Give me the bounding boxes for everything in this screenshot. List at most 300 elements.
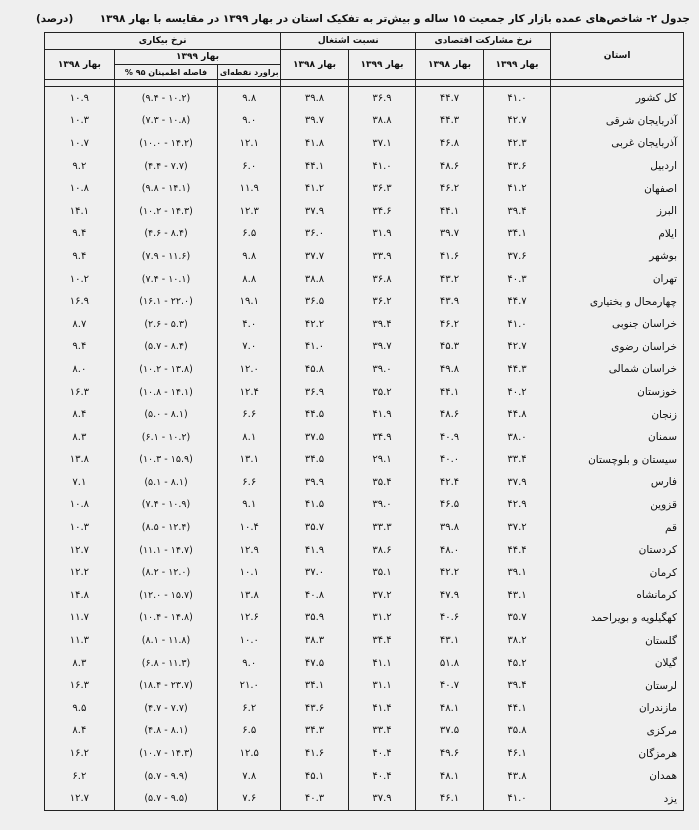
table-row [45, 607, 684, 630]
cell-unemployment-1398: ۹.۵ [45, 697, 115, 720]
cell-participation-1398: ۴۸.۰ [416, 539, 484, 562]
cell-unemployment-1398: ۱۴.۱ [45, 200, 115, 223]
cell-province: سمنان [551, 426, 684, 449]
cell-unemployment-1399: ۲۱.۰ [218, 674, 281, 697]
cell-employment-1399: ۲۹.۱ [348, 449, 416, 472]
cell-unemployment-1398: ۸.۴ [45, 720, 115, 743]
cell-unemployment-1398: ۱۰.۷ [45, 132, 115, 155]
cell-employment-1398: ۳۵.۹ [281, 607, 349, 630]
cell-unemployment-1398: ۸.۴ [45, 403, 115, 426]
cell-employment-1399: ۳۴.۶ [348, 200, 416, 223]
cell-confidence-interval: (۱۵.۷ - ۱۲.۰) [114, 584, 218, 607]
cell-unemployment-1399: ۱۰.۴ [218, 516, 281, 539]
cell-unemployment-1399: ۸.۸ [218, 268, 281, 291]
cell-participation-1398: ۳۷.۵ [416, 720, 484, 743]
table-row [45, 494, 684, 517]
header-emp-1398: بهار ۱۳۹۸ [281, 50, 349, 80]
cell-confidence-interval: (۱۴.۷ - ۱۱.۱) [114, 539, 218, 562]
cell-participation-1399: ۴۱.۰ [483, 787, 551, 810]
cell-unemployment-1398: ۱۳.۸ [45, 449, 115, 472]
cell-unemployment-1398: ۸.۳ [45, 426, 115, 449]
cell-province: چهارمحال و بختیاری [551, 290, 684, 313]
header-gap-row [45, 80, 684, 87]
cell-unemployment-1398: ۶.۲ [45, 765, 115, 788]
cell-employment-1399: ۳۶.۳ [348, 177, 416, 200]
cell-confidence-interval: (۱۵.۹ - ۱۰.۳) [114, 449, 218, 472]
cell-participation-1399: ۴۱.۰ [483, 313, 551, 336]
cell-participation-1398: ۳۹.۷ [416, 223, 484, 246]
cell-province: خراسان شمالی [551, 358, 684, 381]
header-unemp-1399: بهار ۱۳۹۹ [114, 50, 281, 65]
cell-confidence-interval: (۲۲.۰ - ۱۶.۱) [114, 290, 218, 313]
cell-participation-1398: ۴۴.۱ [416, 381, 484, 404]
cell-confidence-interval: (۱۰.۲ - ۶.۱) [114, 426, 218, 449]
cell-employment-1399: ۳۸.۶ [348, 539, 416, 562]
cell-unemployment-1399: ۹.۰ [218, 110, 281, 133]
cell-participation-1399: ۴۳.۸ [483, 765, 551, 788]
cell-participation-1398: ۵۱.۸ [416, 652, 484, 675]
cell-participation-1399: ۴۲.۹ [483, 494, 551, 517]
cell-unemployment-1399: ۱۲.۳ [218, 200, 281, 223]
cell-employment-1399: ۳۷.۹ [348, 787, 416, 810]
cell-employment-1398: ۳۷.۷ [281, 245, 349, 268]
cell-confidence-interval: (۵.۳ - ۲.۶) [114, 313, 218, 336]
cell-confidence-interval: (۱۰.۱ - ۷.۴) [114, 268, 218, 291]
cell-employment-1399: ۴۱.۹ [348, 403, 416, 426]
cell-participation-1398: ۴۳.۹ [416, 290, 484, 313]
cell-province: اردبیل [551, 155, 684, 178]
cell-participation-1398: ۴۶.۲ [416, 313, 484, 336]
cell-province: تهران [551, 268, 684, 291]
cell-employment-1398: ۳۴.۵ [281, 449, 349, 472]
cell-employment-1399: ۴۰.۴ [348, 742, 416, 765]
cell-province: قزوین [551, 494, 684, 517]
cell-confidence-interval: (۱۰.۹ - ۷.۴) [114, 494, 218, 517]
cell-unemployment-1398: ۱۰.۸ [45, 494, 115, 517]
cell-unemployment-1398: ۱۰.۲ [45, 268, 115, 291]
table-row [45, 200, 684, 223]
header-confidence-interval: فاصله اطمینان ۹۵ % [114, 65, 218, 80]
cell-unemployment-1398: ۱۰.۳ [45, 110, 115, 133]
cell-unemployment-1398: ۱۲.۲ [45, 561, 115, 584]
table-row [45, 110, 684, 133]
table-row [45, 584, 684, 607]
cell-participation-1398: ۴۲.۴ [416, 471, 484, 494]
cell-province: کل کشور [551, 87, 684, 110]
cell-unemployment-1399: ۱۱.۹ [218, 177, 281, 200]
unit-label: (درصد) [36, 13, 74, 25]
cell-participation-1399: ۳۳.۴ [483, 449, 551, 472]
cell-confidence-interval: (۸.۱ - ۵.۰) [114, 403, 218, 426]
cell-participation-1398: ۴۸.۶ [416, 155, 484, 178]
cell-unemployment-1398: ۱۶.۹ [45, 290, 115, 313]
cell-participation-1399: ۳۹.۱ [483, 561, 551, 584]
cell-participation-1398: ۴۴.۳ [416, 110, 484, 133]
cell-participation-1398: ۴۴.۷ [416, 87, 484, 110]
cell-participation-1399: ۴۴.۷ [483, 290, 551, 313]
cell-unemployment-1399: ۶.۶ [218, 403, 281, 426]
table-row [45, 223, 684, 246]
table-row [45, 652, 684, 675]
cell-confidence-interval: (۱۰.۲ - ۹.۴) [114, 87, 218, 110]
cell-participation-1399: ۴۰.۲ [483, 381, 551, 404]
cell-province: فارس [551, 471, 684, 494]
cell-confidence-interval: (۹.۹ - ۵.۷) [114, 765, 218, 788]
table-row [45, 674, 684, 697]
cell-confidence-interval: (۱۱.۳ - ۶.۸) [114, 652, 218, 675]
cell-participation-1398: ۴۶.۵ [416, 494, 484, 517]
cell-unemployment-1398: ۱۴.۸ [45, 584, 115, 607]
cell-unemployment-1398: ۹.۴ [45, 223, 115, 246]
cell-employment-1398: ۴۰.۳ [281, 787, 349, 810]
cell-participation-1398: ۴۸.۶ [416, 403, 484, 426]
cell-confidence-interval: (۱۳.۸ - ۱۰.۲) [114, 358, 218, 381]
cell-employment-1398: ۳۹.۸ [281, 87, 349, 110]
cell-unemployment-1399: ۱۳.۱ [218, 449, 281, 472]
cell-unemployment-1399: ۱۲.۰ [218, 358, 281, 381]
cell-unemployment-1399: ۱۲.۵ [218, 742, 281, 765]
cell-unemployment-1398: ۱۰.۹ [45, 87, 115, 110]
cell-unemployment-1398: ۷.۱ [45, 471, 115, 494]
cell-confidence-interval: (۱۴.۸ - ۱۰.۴) [114, 607, 218, 630]
cell-participation-1398: ۴۸.۱ [416, 697, 484, 720]
table-row [45, 290, 684, 313]
cell-employment-1398: ۳۷.۰ [281, 561, 349, 584]
cell-participation-1399: ۴۴.۱ [483, 697, 551, 720]
cell-employment-1398: ۴۳.۶ [281, 697, 349, 720]
cell-province: زنجان [551, 403, 684, 426]
cell-employment-1398: ۳۶.۵ [281, 290, 349, 313]
cell-unemployment-1399: ۹.۸ [218, 245, 281, 268]
cell-participation-1399: ۴۳.۱ [483, 584, 551, 607]
cell-employment-1398: ۴۲.۲ [281, 313, 349, 336]
table-row [45, 449, 684, 472]
cell-participation-1399: ۳۷.۹ [483, 471, 551, 494]
cell-province: مازندران [551, 697, 684, 720]
cell-participation-1398: ۴۶.۸ [416, 132, 484, 155]
cell-employment-1399: ۳۵.۱ [348, 561, 416, 584]
table-body [45, 87, 684, 811]
cell-unemployment-1399: ۷.۰ [218, 336, 281, 359]
cell-unemployment-1399: ۶.۵ [218, 720, 281, 743]
cell-province: آذربایجان غربی [551, 132, 684, 155]
cell-employment-1399: ۳۹.۴ [348, 313, 416, 336]
cell-province: گلستان [551, 629, 684, 652]
cell-unemployment-1399: ۱۹.۱ [218, 290, 281, 313]
table-row [45, 177, 684, 200]
cell-participation-1398: ۴۰.۶ [416, 607, 484, 630]
cell-employment-1399: ۴۱.۱ [348, 652, 416, 675]
table-row [45, 132, 684, 155]
labor-market-table [44, 32, 684, 811]
cell-employment-1399: ۳۳.۹ [348, 245, 416, 268]
cell-province: کهگیلویه و بویراحمد [551, 607, 684, 630]
cell-unemployment-1399: ۶.۶ [218, 471, 281, 494]
cell-unemployment-1398: ۹.۴ [45, 336, 115, 359]
table-row [45, 358, 684, 381]
cell-employment-1399: ۳۴.۹ [348, 426, 416, 449]
cell-province: یزد [551, 787, 684, 810]
cell-confidence-interval: (۹.۵ - ۵.۷) [114, 787, 218, 810]
table-row [45, 245, 684, 268]
cell-participation-1399: ۴۰.۳ [483, 268, 551, 291]
cell-unemployment-1398: ۱۱.۷ [45, 607, 115, 630]
cell-employment-1398: ۴۴.۱ [281, 155, 349, 178]
cell-unemployment-1399: ۹.۰ [218, 652, 281, 675]
cell-participation-1399: ۳۸.۲ [483, 629, 551, 652]
cell-unemployment-1398: ۱۲.۷ [45, 787, 115, 810]
cell-employment-1398: ۳۶.۰ [281, 223, 349, 246]
cell-confidence-interval: (۸.۱ - ۴.۸) [114, 720, 218, 743]
cell-participation-1398: ۴۰.۷ [416, 674, 484, 697]
cell-unemployment-1399: ۶.۲ [218, 697, 281, 720]
header-participation: نرخ مشارکت اقتصادی [416, 33, 551, 50]
cell-employment-1399: ۳۱.۲ [348, 607, 416, 630]
cell-confidence-interval: (۸.۱ - ۵.۱) [114, 471, 218, 494]
cell-employment-1398: ۴۱.۰ [281, 336, 349, 359]
cell-unemployment-1399: ۷.۸ [218, 765, 281, 788]
cell-employment-1398: ۴۰.۸ [281, 584, 349, 607]
cell-unemployment-1399: ۷.۶ [218, 787, 281, 810]
cell-employment-1398: ۳۶.۹ [281, 381, 349, 404]
cell-unemployment-1398: ۱۰.۸ [45, 177, 115, 200]
header-province: استان [551, 33, 684, 80]
cell-province: ایلام [551, 223, 684, 246]
cell-employment-1399: ۳۴.۴ [348, 629, 416, 652]
cell-participation-1398: ۴۰.۰ [416, 449, 484, 472]
cell-unemployment-1399: ۹.۱ [218, 494, 281, 517]
cell-employment-1398: ۴۱.۲ [281, 177, 349, 200]
cell-confidence-interval: (۱۴.۱ - ۹.۸) [114, 177, 218, 200]
cell-province: همدان [551, 765, 684, 788]
header-employment: نسبت اشتغال [281, 33, 416, 50]
cell-participation-1399: ۴۲.۷ [483, 110, 551, 133]
cell-employment-1398: ۳۸.۳ [281, 629, 349, 652]
cell-employment-1399: ۳۷.۲ [348, 584, 416, 607]
cell-employment-1399: ۳۵.۴ [348, 471, 416, 494]
cell-employment-1398: ۳۵.۷ [281, 516, 349, 539]
cell-participation-1399: ۳۸.۰ [483, 426, 551, 449]
cell-unemployment-1398: ۹.۲ [45, 155, 115, 178]
cell-employment-1398: ۴۴.۵ [281, 403, 349, 426]
cell-employment-1399: ۳۹.۷ [348, 336, 416, 359]
cell-province: اصفهان [551, 177, 684, 200]
cell-unemployment-1398: ۱۰.۳ [45, 516, 115, 539]
cell-unemployment-1399: ۸.۱ [218, 426, 281, 449]
cell-employment-1399: ۳۳.۳ [348, 516, 416, 539]
cell-province: خراسان جنوبی [551, 313, 684, 336]
table-row [45, 787, 684, 810]
header-unemployment: نرخ بیکاری [45, 33, 281, 50]
cell-province: سیستان و بلوچستان [551, 449, 684, 472]
table-row [45, 426, 684, 449]
cell-unemployment-1399: ۱۲.۱ [218, 132, 281, 155]
cell-participation-1399: ۳۹.۴ [483, 200, 551, 223]
cell-participation-1399: ۴۲.۳ [483, 132, 551, 155]
cell-employment-1398: ۳۹.۹ [281, 471, 349, 494]
table-row [45, 381, 684, 404]
cell-province: خراسان رضوی [551, 336, 684, 359]
cell-participation-1399: ۳۷.۲ [483, 516, 551, 539]
cell-employment-1398: ۳۷.۵ [281, 426, 349, 449]
cell-confidence-interval: (۱۴.۳ - ۱۰.۷) [114, 742, 218, 765]
cell-unemployment-1399: ۱۲.۹ [218, 539, 281, 562]
cell-participation-1399: ۴۴.۴ [483, 539, 551, 562]
cell-participation-1399: ۴۲.۷ [483, 336, 551, 359]
header-part-1399: بهار ۱۳۹۹ [483, 50, 551, 80]
cell-employment-1399: ۴۱.۴ [348, 697, 416, 720]
table-row [45, 268, 684, 291]
cell-unemployment-1398: ۸.۳ [45, 652, 115, 675]
cell-participation-1398: ۴۹.۶ [416, 742, 484, 765]
cell-participation-1399: ۳۴.۱ [483, 223, 551, 246]
cell-unemployment-1398: ۱۶.۳ [45, 674, 115, 697]
cell-employment-1398: ۳۴.۳ [281, 720, 349, 743]
cell-province: لرستان [551, 674, 684, 697]
cell-province: کرمانشاه [551, 584, 684, 607]
cell-province: قم [551, 516, 684, 539]
cell-employment-1398: ۴۵.۸ [281, 358, 349, 381]
cell-participation-1399: ۴۴.۸ [483, 403, 551, 426]
header-part-1398: بهار ۱۳۹۸ [416, 50, 484, 80]
cell-participation-1398: ۴۱.۶ [416, 245, 484, 268]
cell-unemployment-1399: ۶.۵ [218, 223, 281, 246]
cell-confidence-interval: (۲۳.۷ - ۱۸.۴) [114, 674, 218, 697]
cell-province: بوشهر [551, 245, 684, 268]
cell-employment-1399: ۳۵.۲ [348, 381, 416, 404]
cell-employment-1398: ۴۵.۱ [281, 765, 349, 788]
cell-unemployment-1398: ۸.۷ [45, 313, 115, 336]
cell-employment-1398: ۴۱.۹ [281, 539, 349, 562]
cell-unemployment-1399: ۱۲.۴ [218, 381, 281, 404]
cell-unemployment-1398: ۱۶.۲ [45, 742, 115, 765]
table-row [45, 403, 684, 426]
cell-employment-1399: ۳۹.۰ [348, 494, 416, 517]
cell-province: گیلان [551, 652, 684, 675]
table-row [45, 561, 684, 584]
cell-province: کرمان [551, 561, 684, 584]
header-emp-1399: بهار ۱۳۹۹ [348, 50, 416, 80]
cell-participation-1398: ۴۹.۸ [416, 358, 484, 381]
cell-unemployment-1399: ۴.۰ [218, 313, 281, 336]
cell-confidence-interval: (۱۲.۴ - ۸.۵) [114, 516, 218, 539]
cell-confidence-interval: (۱۴.۱ - ۱۰.۸) [114, 381, 218, 404]
header-unemp-1398: بهار ۱۳۹۸ [45, 50, 115, 80]
cell-employment-1398: ۴۱.۶ [281, 742, 349, 765]
table-row [45, 765, 684, 788]
cell-confidence-interval: (۱۴.۲ - ۱۰.۰) [114, 132, 218, 155]
cell-employment-1398: ۴۱.۵ [281, 494, 349, 517]
cell-employment-1399: ۳۱.۹ [348, 223, 416, 246]
cell-province: البرز [551, 200, 684, 223]
cell-participation-1398: ۴۳.۲ [416, 268, 484, 291]
cell-employment-1399: ۳۹.۰ [348, 358, 416, 381]
cell-participation-1399: ۴۱.۰ [483, 87, 551, 110]
table-title: جدول ۲- شاخص‌های عمده بازار کار جمعیت ۱۵ ساله و بیش‌تر به تفکیک استان در بهار ۱۳۹۹ در مقایسه با بهار ۱۳۹۸ [99, 13, 690, 25]
cell-participation-1399: ۴۱.۲ [483, 177, 551, 200]
cell-confidence-interval: (۸.۴ - ۴.۶) [114, 223, 218, 246]
cell-confidence-interval: (۸.۴ - ۵.۷) [114, 336, 218, 359]
header-point-estimate: براورد نقطه‌ای [218, 65, 281, 80]
cell-participation-1399: ۳۹.۴ [483, 674, 551, 697]
cell-confidence-interval: (۷.۷ - ۴.۷) [114, 697, 218, 720]
cell-participation-1398: ۳۹.۸ [416, 516, 484, 539]
cell-unemployment-1398: ۸.۰ [45, 358, 115, 381]
cell-participation-1399: ۳۵.۷ [483, 607, 551, 630]
cell-participation-1399: ۴۳.۶ [483, 155, 551, 178]
table-row [45, 155, 684, 178]
table-row [45, 742, 684, 765]
cell-employment-1398: ۳۷.۹ [281, 200, 349, 223]
cell-province: خوزستان [551, 381, 684, 404]
cell-unemployment-1399: ۱۲.۶ [218, 607, 281, 630]
cell-province: کردستان [551, 539, 684, 562]
cell-participation-1398: ۴۶.۱ [416, 787, 484, 810]
cell-unemployment-1399: ۱۰.۰ [218, 629, 281, 652]
cell-employment-1398: ۳۹.۷ [281, 110, 349, 133]
cell-participation-1398: ۴۸.۱ [416, 765, 484, 788]
table-row [45, 516, 684, 539]
cell-participation-1398: ۴۰.۹ [416, 426, 484, 449]
cell-employment-1399: ۳۷.۱ [348, 132, 416, 155]
cell-participation-1398: ۴۴.۱ [416, 200, 484, 223]
cell-participation-1398: ۴۲.۲ [416, 561, 484, 584]
cell-unemployment-1399: ۱۳.۸ [218, 584, 281, 607]
cell-employment-1399: ۳۳.۴ [348, 720, 416, 743]
cell-unemployment-1398: ۱۶.۳ [45, 381, 115, 404]
cell-participation-1398: ۴۵.۳ [416, 336, 484, 359]
cell-participation-1399: ۴۴.۳ [483, 358, 551, 381]
cell-confidence-interval: (۱۲.۰ - ۸.۲) [114, 561, 218, 584]
table-row [45, 471, 684, 494]
cell-unemployment-1399: ۹.۸ [218, 87, 281, 110]
cell-participation-1399: ۴۶.۱ [483, 742, 551, 765]
cell-confidence-interval: (۱۱.۸ - ۸.۱) [114, 629, 218, 652]
cell-employment-1398: ۳۸.۸ [281, 268, 349, 291]
cell-employment-1399: ۳۶.۲ [348, 290, 416, 313]
table-row [45, 539, 684, 562]
cell-unemployment-1399: ۶.۰ [218, 155, 281, 178]
title-row [30, 10, 690, 32]
cell-participation-1398: ۴۶.۲ [416, 177, 484, 200]
table-row [45, 697, 684, 720]
cell-participation-1398: ۴۷.۹ [416, 584, 484, 607]
cell-confidence-interval: (۷.۷ - ۴.۴) [114, 155, 218, 178]
cell-unemployment-1398: ۱۱.۳ [45, 629, 115, 652]
cell-employment-1399: ۳۶.۹ [348, 87, 416, 110]
cell-province: آذربایجان شرقی [551, 110, 684, 133]
cell-participation-1399: ۴۵.۲ [483, 652, 551, 675]
cell-confidence-interval: (۱۴.۳ - ۱۰.۲) [114, 200, 218, 223]
cell-participation-1399: ۳۷.۶ [483, 245, 551, 268]
cell-participation-1399: ۳۵.۸ [483, 720, 551, 743]
cell-confidence-interval: (۱۰.۸ - ۷.۳) [114, 110, 218, 133]
cell-employment-1398: ۴۷.۵ [281, 652, 349, 675]
cell-employment-1398: ۳۴.۱ [281, 674, 349, 697]
cell-employment-1399: ۴۰.۴ [348, 765, 416, 788]
cell-employment-1398: ۴۱.۸ [281, 132, 349, 155]
table-row [45, 336, 684, 359]
table-row [45, 313, 684, 336]
cell-unemployment-1399: ۱۰.۱ [218, 561, 281, 584]
cell-employment-1399: ۳۸.۸ [348, 110, 416, 133]
table-row [45, 87, 684, 110]
cell-participation-1398: ۴۳.۱ [416, 629, 484, 652]
cell-employment-1399: ۴۱.۰ [348, 155, 416, 178]
cell-confidence-interval: (۱۱.۶ - ۷.۹) [114, 245, 218, 268]
table-row [45, 720, 684, 743]
cell-province: هرمزگان [551, 742, 684, 765]
